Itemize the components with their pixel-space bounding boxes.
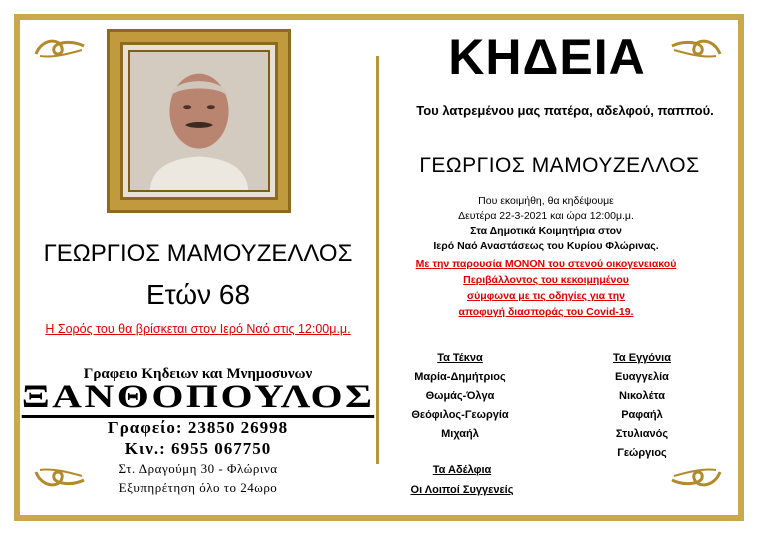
intro-text: Του λατρεμένου μας πατέρα, αδελφού, παππού.	[416, 103, 714, 118]
grandchild-name: Γεώργιος	[617, 447, 667, 459]
swirl-ornament-bottom-right-icon	[668, 466, 724, 492]
grandchild-name: Ευαγγελία	[615, 371, 669, 383]
swirl-ornament-top-left-icon	[32, 34, 88, 60]
siblings-heading: Τα Αδέλφια	[432, 464, 492, 476]
grandchild-name: Ραφαήλ	[621, 409, 663, 421]
child-name: Θωμάς-Όλγα	[425, 390, 495, 402]
grandchild-name: Νικολέτα	[619, 390, 665, 402]
funeral-home-heading: Γραφειο Κηδειων και Μνημοσυνων	[83, 366, 313, 382]
details-line-1: Που εκοιμήθη, θα κηδέψουμε	[478, 195, 614, 207]
child-name: Θεόφιλος-Γεωργία	[411, 409, 509, 421]
notice-title: ΚΗΔΕΙΑ	[448, 29, 646, 85]
deceased-name-right: ΓΕΩΡΓΙΟΣ ΜΑΜΟΥΖΕΛΛΟΣ	[419, 154, 700, 177]
funeral-details	[386, 194, 706, 254]
address-text: Στ. Δραγούμη 30 - Φλώρινα	[118, 461, 278, 476]
details-line-2: Δευτέρα 22-3-2021 και ώρα 12:00μ.μ.	[458, 210, 634, 222]
grandchildren-heading: Τα Εγγόνια	[613, 352, 671, 364]
grandchildren-section	[572, 349, 712, 463]
covid-line-4: αποφυγή διασποράς του Covid-19.	[458, 306, 634, 318]
siblings-section	[392, 460, 532, 500]
service-hours-text: Εξυπηρέτηση όλο το 24ωρο	[118, 480, 278, 495]
details-line-3: Στα Δημοτικά Κοιμητήρια στον	[470, 225, 622, 237]
relatives-text: Οι Λοιποί Συγγενείς	[410, 484, 514, 496]
deceased-name-left: ΓΕΩΡΓΙΟΣ ΜΑΜΟΥΖΕΛΛΟΣ	[43, 240, 353, 267]
column-divider	[376, 56, 379, 464]
covid-line-1: Με την παρουσία ΜΟΝΟΝ του στενού οικογενειακού	[415, 258, 677, 270]
details-line-4: Ιερό Ναό Αναστάσεως του Κυρίου Φλώρινας.	[433, 240, 659, 252]
office-phone: Γραφείο: 23850 26998	[107, 418, 289, 437]
covid-notice	[386, 256, 706, 320]
children-heading: Τα Τέκνα	[437, 352, 483, 364]
funeral-home-brand	[20, 379, 376, 418]
portrait-frame	[110, 32, 288, 210]
child-name: Μιχαήλ	[441, 428, 479, 440]
children-section	[385, 349, 535, 444]
grandchild-name: Στυλιανός	[615, 428, 669, 440]
brand-name: ΞΑΝΘΟΠΟΥΛΟΣ	[22, 379, 375, 418]
age-text: Ετών 68	[145, 279, 251, 310]
mobile-phone: Κιν.: 6955 067750	[124, 439, 272, 458]
covid-line-2: Περιβάλλοντος του κεκοιμημένου	[463, 274, 629, 286]
child-name: Μαρία-Δημήτριος	[414, 371, 506, 383]
body-location-notice: Η Σορός του θα βρίσκεται στον Ιερό Ναό στις 12:00μ.μ.	[45, 322, 351, 336]
portrait-photo	[128, 50, 270, 192]
covid-line-3: σύμφωνα με τις οδηγίες για την	[467, 290, 625, 302]
